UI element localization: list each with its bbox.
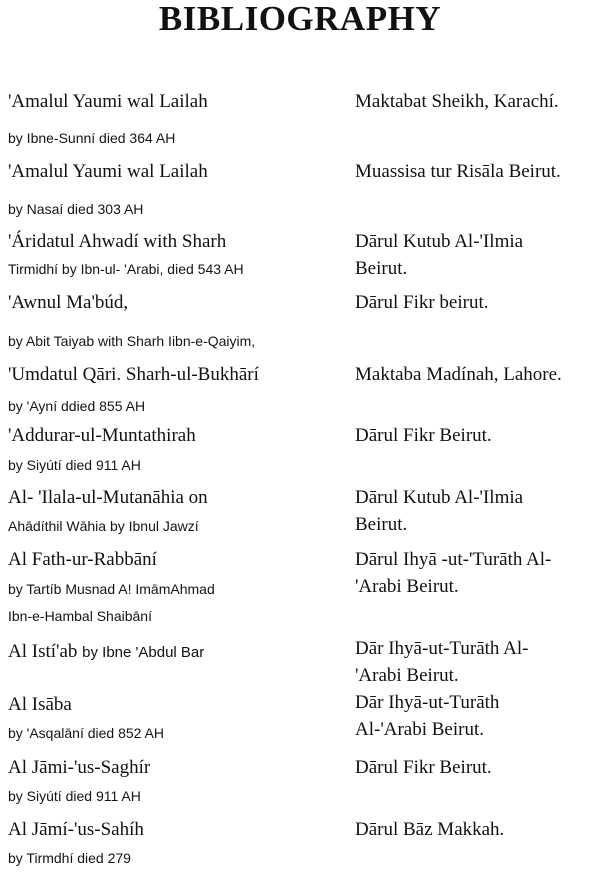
entry-publisher-continued: 'Arabi Beirut. bbox=[355, 665, 459, 686]
entry-author: by Nasaí died 303 AH bbox=[8, 201, 144, 217]
entry-publisher: Dārul Kutub Al-'Ilmia bbox=[355, 231, 524, 252]
entry-publisher: Dārul Bāz Makkah. bbox=[355, 819, 505, 840]
entry-publisher: Dārul Kutub Al-'Ilmia bbox=[355, 487, 524, 508]
entry-publisher-continued: Beirut. bbox=[355, 258, 408, 279]
entry-author: Tirmidhí by Ibn-ul- 'Arabi, died 543 AH bbox=[8, 261, 244, 277]
entry-title: Al Jāmí-'us-Sahíh bbox=[8, 819, 144, 840]
entry-author-continued: Ibn-e-Hambal Shaibāní bbox=[8, 608, 152, 624]
entry-title: Al Isāba bbox=[8, 694, 72, 715]
entry-title: 'Áridatul Ahwadí with Sharh bbox=[8, 231, 227, 252]
entry-author: by Siyútí died 911 AH bbox=[8, 788, 141, 804]
entry-author: by Tirmdhí died 279 bbox=[8, 850, 131, 866]
entry-author: by 'Ayní ddied 855 AH bbox=[8, 398, 146, 414]
entry-publisher-continued: 'Arabi Beirut. bbox=[355, 576, 459, 597]
entry-title-text: Al Istí'ab bbox=[8, 641, 78, 662]
entry-title: 'Awnul Ma'búd, bbox=[8, 292, 129, 313]
entry-author-inline: by Ibne 'Abdul Bar bbox=[82, 644, 205, 661]
entry-publisher: Dārul Fikr Beirut. bbox=[355, 757, 492, 778]
page-title: BIBLIOGRAPHY bbox=[158, 0, 442, 38]
entry-author: by Ibne-Sunní died 364 AH bbox=[8, 130, 176, 146]
entry-publisher: Dārul Fikr Beirut. bbox=[355, 425, 492, 446]
entry-publisher-continued: Al-'Arabi Beirut. bbox=[355, 719, 485, 740]
entry-title: 'Amalul Yaumi wal Lailah bbox=[8, 161, 208, 182]
entry-publisher-continued: Beirut. bbox=[355, 514, 408, 535]
entry-publisher: Dārul Fikr beirut. bbox=[355, 292, 489, 313]
entry-title: 'Addurar-ul-Muntathirah bbox=[8, 425, 196, 446]
entry-title: 'Amalul Yaumi wal Lailah bbox=[8, 91, 208, 112]
entry-author: Ahādíthil Wāhia by Ibnul Jawzí bbox=[8, 518, 199, 534]
entry-publisher: Dār Ihyā-ut-Turāth bbox=[355, 692, 500, 713]
entry-publisher: Dār Ihyā-ut-Turāth Al- bbox=[355, 638, 529, 659]
entry-title: Al Fath-ur-Rabbāní bbox=[8, 549, 157, 570]
entry-publisher: Maktabat Sheikh, Karachí. bbox=[355, 91, 559, 112]
entry-publisher: Dārul Ihyā -ut-'Turāth Al- bbox=[355, 549, 552, 570]
entry-title: Al Jāmi-'us-Saghír bbox=[8, 757, 151, 778]
entry-author: by Tartíb Musnad A! ImāmAhmad bbox=[8, 581, 215, 597]
entry-publisher: Muassisa tur Risāla Beirut. bbox=[355, 161, 561, 182]
entry-author: by 'Asqalāní died 852 AH bbox=[8, 725, 165, 741]
entry-publisher: Maktaba Madínah, Lahore. bbox=[355, 364, 562, 385]
entry-author: by Siyútí died 911 AH bbox=[8, 457, 141, 473]
entry-author: by Abit Taiyab with Sharh Iibn-e-Qaiyim, bbox=[8, 333, 256, 349]
entry-title bbox=[8, 642, 204, 663]
entry-title: 'Umdatul Qāri. Sharh-ul-Bukhārí bbox=[8, 364, 259, 385]
entry-title: Al- 'Ilala-ul-Mutanāhia on bbox=[8, 487, 208, 508]
